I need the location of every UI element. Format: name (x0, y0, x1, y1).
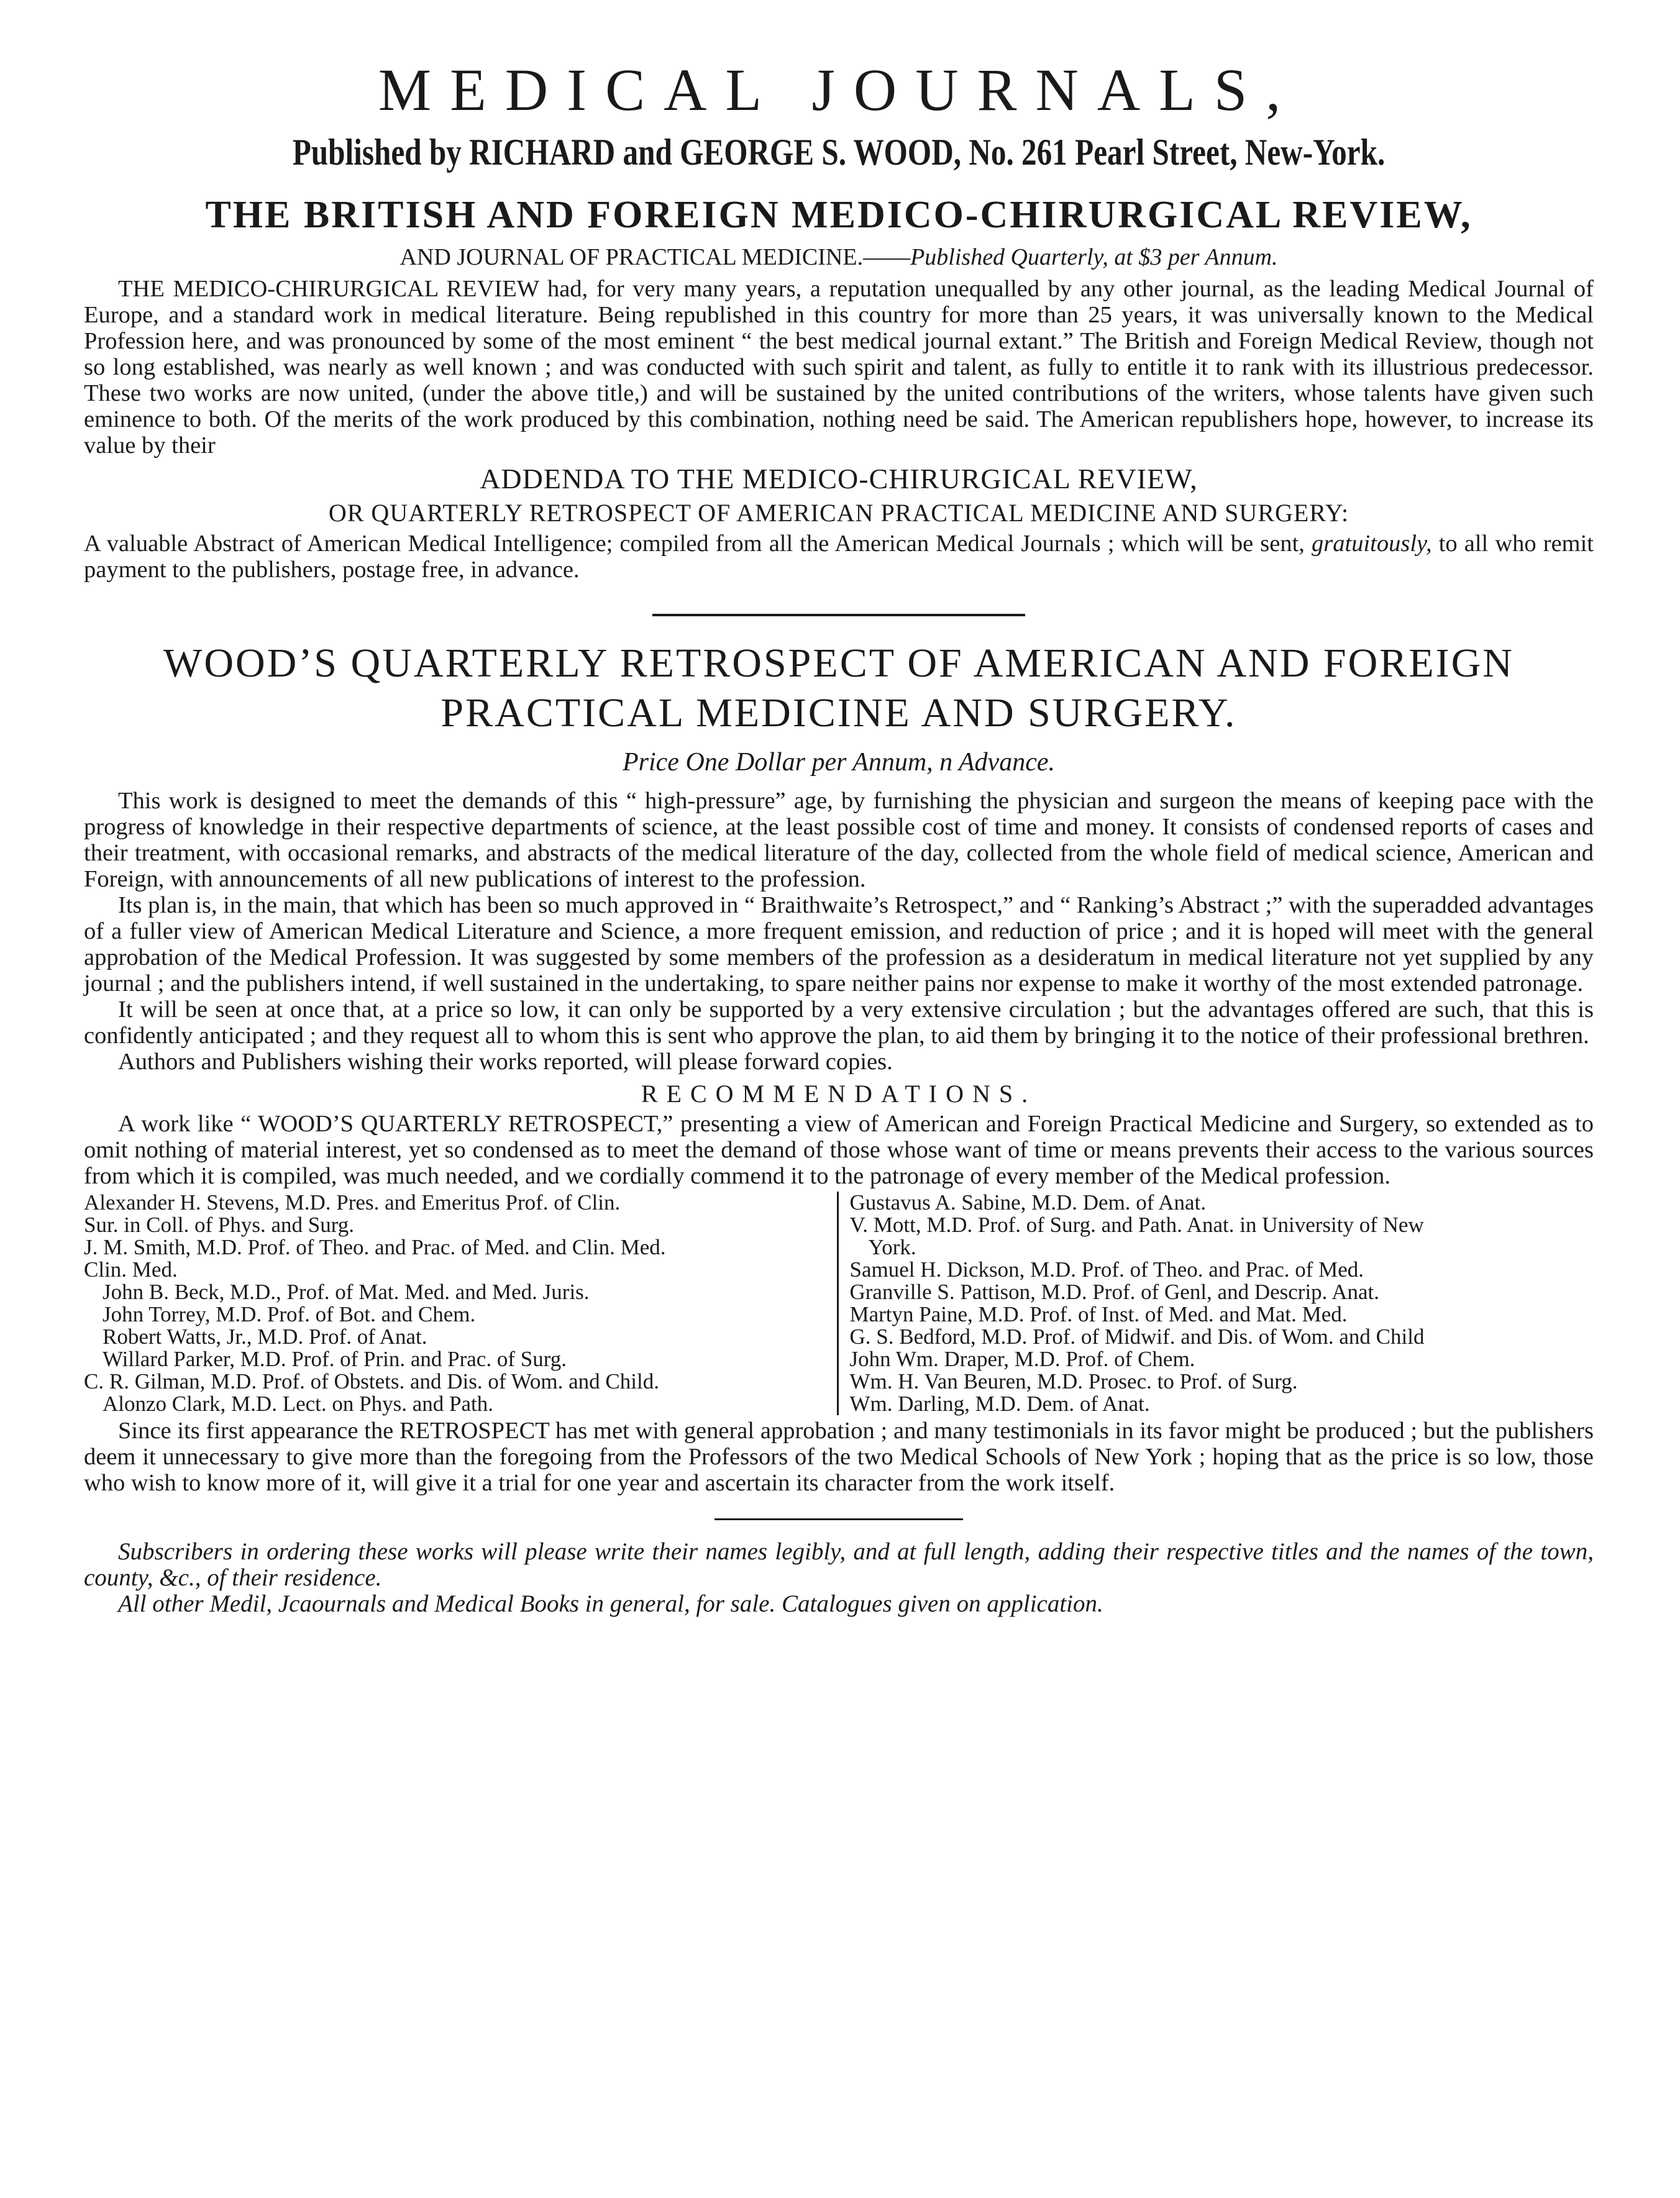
catalogue-note: All other Medil, Jcaournals and Medical Books in general, for sale. Catalogues given on application. (118, 1590, 1103, 1617)
signer: Alonzo Clark, M.D. Lect. on Phys. and Path. (103, 1392, 493, 1416)
signers-right-column (839, 1192, 1594, 1415)
signer: York. (868, 1235, 916, 1259)
retrospect-price: Price One Dollar per Annum, n Advance. (623, 748, 1055, 777)
divider (714, 1518, 963, 1520)
retrospect-paragraph-2: Its plan is, in the main, that which has been so much approved in “ Braithwaite’s Retrospect,” and “ Ranking’s Abstract ;” with the superadded advantages of a fuller view of American Medical Literature and Science, a more frequent emission, and reduction of price ; and it is hoped will meet with the general approbation of the Medical Profession. It was suggested by some members of the profession as a desideratum in medical literature not yet supplied by any journal ; and the publishers intend, if well sustained in the undertaking, to spare neither pains nor expense to make it worthy of the most extended patronage. (84, 892, 1594, 996)
recommendation-text: A work like “ WOOD’S QUARTERLY RETROSPECT,” presenting a view of American and Foreign Practical Medicine and Surgery, so extended as to omit nothing of material interest, yet so condensed as to meet the demand of those whose want of time or means prevents their access to the various sources from which it is compiled, was much needed, and we cordially commend it to the patronage of every member of the Medical profession. (84, 1111, 1594, 1189)
recommendations-title: RECOMMENDATIONS. (641, 1080, 1037, 1108)
review-subtitle-text: AND JOURNAL OF PRACTICAL MEDICINE.—— (399, 244, 911, 270)
review-paragraph: THE MEDICO-CHIRURGICAL REVIEW had, for very many years, a reputation unequalled by any other journal, as the leading Medical Journal of Europe, and a standard work in medical literature. Being republished in this country for more than 25 years, it was universally known to the Medical Profession here, and was pronounced by some of the most eminent “ the best medical journal extant.” The British and Foreign Medical Review, though not so long established, was nearly as well known ; and was conducted with such spirit and talent, as fully to entitle it to rank with its illustrious predecessor. These two works are now united, (under the above title,) and will be sustained by the united contributions of the writers, whose talents have given such eminence to both. Of the merits of the work produced by this combination, nothing need be said. The American republishers hope, however, to increase its value by their (84, 276, 1594, 458)
review-title: THE BRITISH AND FOREIGN MEDICO-CHIRURGICAL REVIEW, (205, 194, 1472, 236)
retrospect-paragraph-3: It will be seen at once that, at a price so low, it can only be supported by a very extensive circulation ; but the advantages offered are such, that this is confidently anticipated ; and they request all to whom this is sent who approve the plan, to aid them by bringing it to the notice of their professional brethren. (84, 996, 1594, 1049)
retrospect-title-line1: WOOD’S QUARTERLY RETROSPECT OF AMERICAN AND FOREIGN (163, 641, 1514, 686)
addenda-subtitle: OR QUARTERLY RETROSPECT OF AMERICAN PRACTICAL MEDICINE AND SURGERY: (328, 499, 1349, 527)
signer: Alexander H. Stevens, M.D. Pres. and Emeritus Prof. of Clin. (84, 1190, 621, 1215)
signer: Clin. Med. (84, 1257, 178, 1282)
closing-paragraph: Since its first appearance the RETROSPECT has met with general approbation ; and many testimonials in its favor might be produced ; but the publishers deem it unnecessary to give more than the foregoing from the Professors of the two Medical Schools of New York ; hoping that as the price is so low, those who wish to know more of it, will give it a trial for one year and ascertain its character from the work itself. (84, 1418, 1594, 1496)
signers-table (84, 1192, 1594, 1415)
signer: Martyn Paine, M.D. Prof. of Inst. of Med. and Mat. Med. (849, 1302, 1348, 1326)
signer: C. R. Gilman, M.D. Prof. of Obstets. and Dis. of Wom. and Child. (84, 1369, 659, 1393)
signer: Willard Parker, M.D. Prof. of Prin. and Prac. of Surg. (103, 1347, 567, 1371)
retrospect-paragraph-1: This work is designed to meet the demands of this “ high-pressure” age, by furnishing the physician and surgeon the means of keeping pace with the progress of knowledge in their respective departments of science, at the least possible cost of time and money. It consists of condensed reports of cases and their treatment, with occasional remarks, and abstracts of the medical literature of the day, collected from the whole field of medical science, American and Foreign, with announcements of all new publications of interest to the profession. (84, 788, 1594, 892)
subscribers-note: Subscribers in ordering these works will please write their names legibly, and at full length, adding their respective titles and the names of the town, county, &c., of their residence. (84, 1538, 1594, 1591)
addenda-text (84, 531, 1594, 583)
addenda-title: ADDENDA TO THE MEDICO-CHIRURGICAL REVIEW, (480, 463, 1198, 495)
retrospect-paragraph-4: Authors and Publishers wishing their works reported, will please forward copies. (118, 1049, 893, 1075)
signer: J. M. Smith, M.D. Prof. of Theo. and Prac. of Med. and Clin. Med. (84, 1235, 666, 1259)
signer: Wm. H. Van Beuren, M.D. Prosec. to Prof. of Surg. (849, 1369, 1298, 1393)
review-subtitle (84, 241, 1594, 273)
addenda-text-end: to all who remit payment to the publishers, postage free, in advance. (84, 531, 1594, 583)
signer: John Torrey, M.D. Prof. of Bot. and Chem. (103, 1302, 476, 1326)
signer: Granville S. Pattison, M.D. Prof. of Genl, and Descrip. Anat. (849, 1280, 1380, 1304)
signer: Gustavus A. Sabine, M.D. Dem. of Anat. (849, 1190, 1207, 1215)
divider (652, 614, 1025, 616)
signer: Sur. in Coll. of Phys. and Surg. (84, 1213, 354, 1237)
signer: John B. Beck, M.D., Prof. of Mat. Med. and Med. Juris. (103, 1280, 590, 1304)
signer: John Wm. Draper, M.D. Prof. of Chem. (849, 1347, 1195, 1371)
signer: V. Mott, M.D. Prof. of Surg. and Path. Anat. in University of New (849, 1213, 1424, 1237)
page-title: MEDICAL JOURNALS, (378, 57, 1300, 123)
signer: Samuel H. Dickson, M.D. Prof. of Theo. and Prac. of Med. (849, 1257, 1364, 1282)
addenda-text-italic: gratuitously, (1312, 531, 1432, 557)
signer: G. S. Bedford, M.D. Prof. of Midwif. and Dis. of Wom. and Child (849, 1325, 1425, 1349)
signer: Wm. Darling, M.D. Dem. of Anat. (849, 1392, 1150, 1416)
review-price: Published Quarterly, at $3 per Annum. (910, 244, 1278, 270)
page (84, 56, 1594, 1617)
addenda-text-start: A valuable Abstract of American Medical Intelligence; compiled from all the American Medical Journals ; which will be sent, (84, 531, 1305, 557)
retrospect-title-line2: PRACTICAL MEDICINE AND SURGERY. (441, 690, 1237, 736)
signers-left-column (84, 1192, 839, 1415)
publisher-line: Published by RICHARD and GEORGE S. WOOD, No. 261 Pearl Street, New-York. (292, 132, 1386, 173)
signer: Robert Watts, Jr., M.D. Prof. of Anat. (103, 1325, 427, 1349)
